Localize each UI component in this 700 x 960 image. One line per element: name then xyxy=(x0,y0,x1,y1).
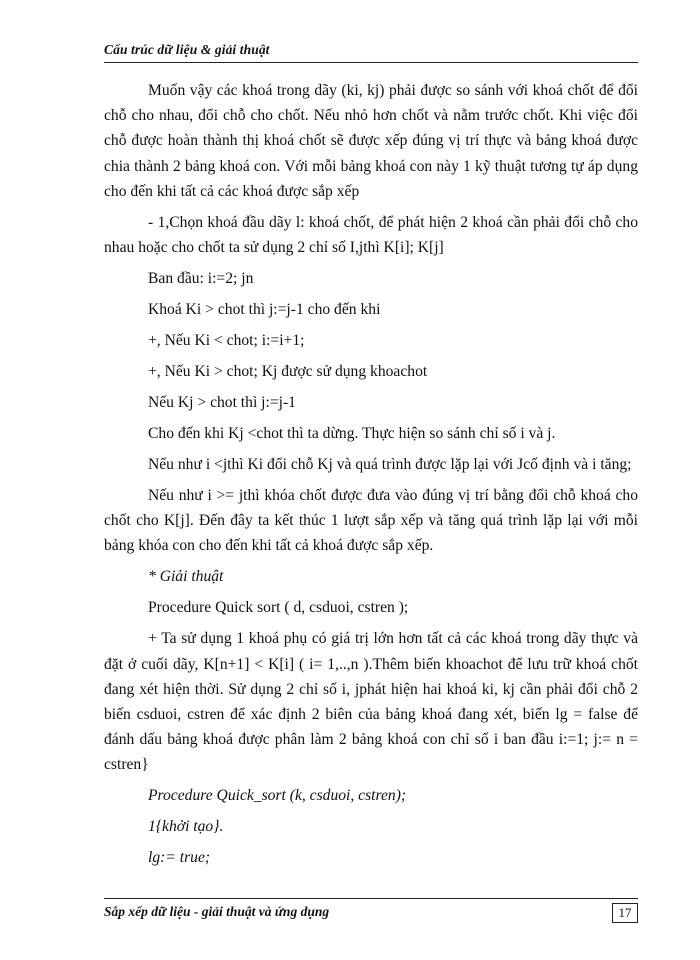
code-line: 1{khởi tạo}. xyxy=(148,818,224,836)
page-header xyxy=(104,40,638,63)
section-heading: * Giải thuật xyxy=(148,568,224,586)
document-body xyxy=(104,78,638,871)
code-line: lg:= true; xyxy=(148,849,211,867)
paragraph: Muốn vậy các khoá trong dãy (ki, kj) phải được so sánh với khoá chốt để đổi chỗ cho nhau, đổi chỗ cho chốt. Nếu nhỏ hơn chốt và nằm trước chốt. Khi việc đổi chỗ được hoàn thành thị khoá chốt sẽ được xếp đúng vị trí thực và bảng khoá được chia thành 2 bảng khoá con. Với mỗi bảng khoá con này 1 kỹ thuật tương tự áp dụng cho đến khi tất cả các khoá được sắp xếp xyxy=(104,82,638,200)
paragraph: Nếu như i <jthì Ki đổi chỗ Kj và quá trình được lặp lại với Jcố định và i tăng; xyxy=(148,456,632,474)
footer-title: Sắp xếp dữ liệu - giải thuật và ứng dụng xyxy=(104,904,330,919)
paragraph: Khoá Ki > chot thì j:=j-1 cho đến khi xyxy=(148,301,381,319)
paragraph: + Ta sử dụng 1 khoá phụ có giá trị lớn hơn tất cả các khoá trong dãy thực và đặt ở cuối dãy, K[n+1] < K[i] ( i= 1,..,n ).Thêm biến khoachot để lưu trữ khoá chốt đang xét hiện thời. Sử dụng 2 chỉ số i, jphát hiện hai khoá ki, kj cần phải đổi chỗ 2 biến csduoi, cstren để xác định 2 biên của bảng khoá đang xét, biến lg = false để đánh dấu bảng khoá được phân làm 2 bảng khoá con chỉ số i ban đầu i:=1; j:= n = cstren} xyxy=(104,630,638,774)
page-number: 17 xyxy=(612,903,638,923)
paragraph: Nếu Kj > chot thì j:=j-1 xyxy=(148,394,296,412)
paragraph: Ban đầu: i:=2; jn xyxy=(148,270,254,288)
code-line: Procedure Quick_sort (k, csduoi, cstren); xyxy=(148,787,407,805)
paragraph: +, Nếu Ki < chot; i:=i+1; xyxy=(148,332,305,350)
paragraph: +, Nếu Ki > chot; Kj được sử dụng khoachot xyxy=(148,363,428,381)
paragraph: - 1,Chọn khoá đầu dãy l: khoá chốt, để phát hiện 2 khoá cần phải đổi chỗ cho nhau hoặc cho chốt ta sử dụng 2 chỉ số I,jthì K[i]; K[j] xyxy=(104,213,638,257)
procedure-signature: Procedure Quick sort ( d, csduoi, cstren ); xyxy=(148,599,409,617)
header-title: Cấu trúc dữ liệu & giải thuật xyxy=(104,42,270,57)
page-footer xyxy=(104,898,638,921)
paragraph: Nếu như i >= jthì khóa chốt được đưa vào đúng vị trí bằng đổi chỗ khoá cho chốt cho K[j]. Đến đây ta kết thúc 1 lượt sắp xếp và tăng quá trình lặp lại với mỗi bảng khóa con cho đến khi tất cả khoá được sắp xếp. xyxy=(104,487,638,555)
paragraph: Cho đến khi Kj <chot thì ta dừng. Thực hiện so sánh chỉ số i và j. xyxy=(148,425,556,443)
